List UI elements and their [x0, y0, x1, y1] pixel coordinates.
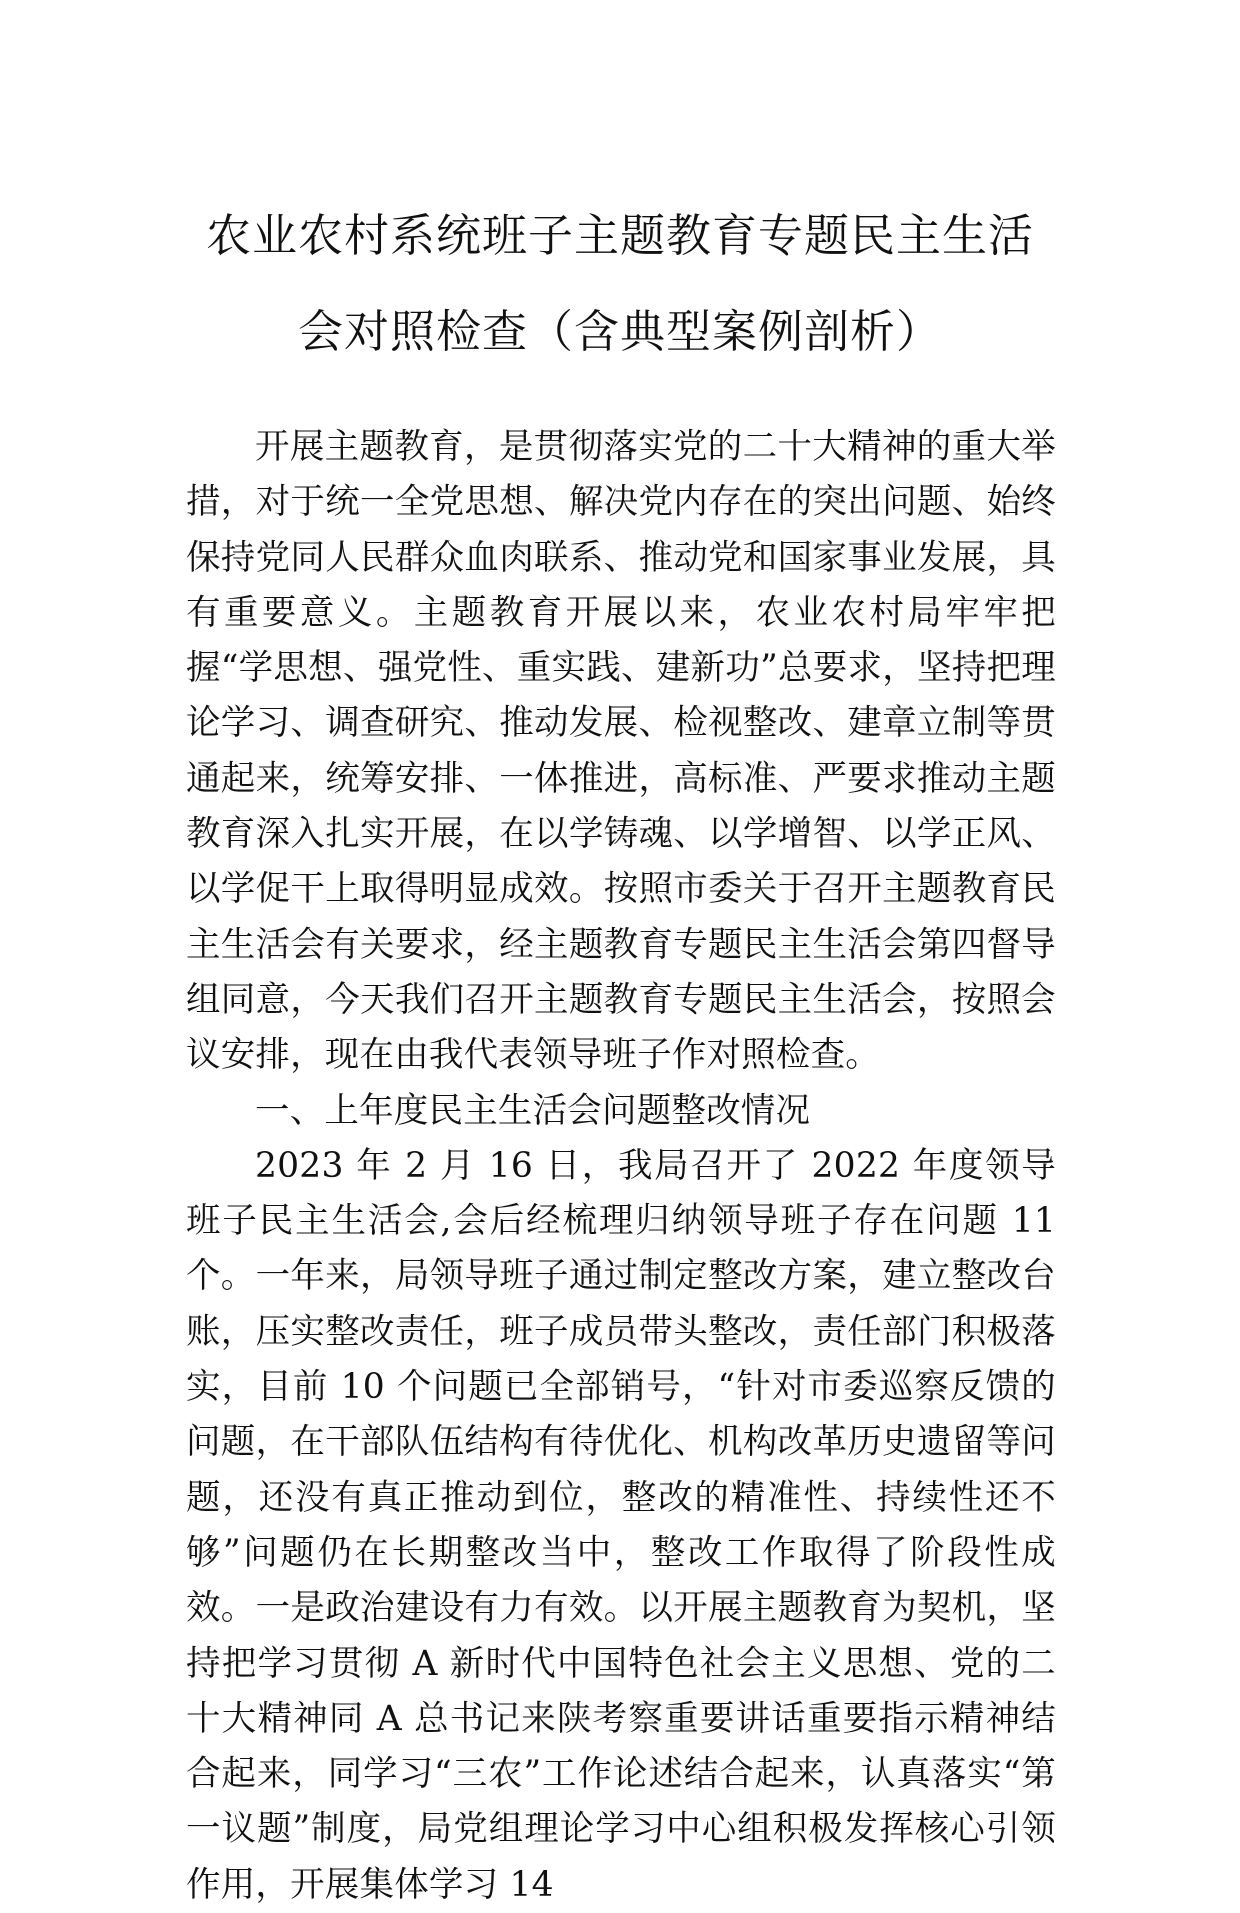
section-heading: 一、上年度民主生活会问题整改情况 [255, 1090, 811, 1131]
document-title [170, 188, 1070, 380]
rectification-paragraph: 2023 年 2 月 16 日，我局召开了 2022 年度领导班子民主生活会,会后经梳理归纳领导班子存在问题 11 个。一年来，局领导班子通过制定整改方案，建立整改台账，压实整改责任，班子成员带头整改，责任部门积极落实，目前 10 个问题已全部销号，“针对市委巡察反馈的问题，在干部队伍结构有待优化、机构改革历史遗留等问题，还没有真正推动到位，整改的精准性、持续性还不够”问题仍在长期整改当中，整改工作取得了阶段性成效。一是政治建设有力有效。以开展主题教育为契机，坚持把学习贯彻 A 新时代中国特色社会主义思想、党的二十大精神同 A 总书记来陕考察重要讲话重要指示精神结合起来，同学习“三农”工作论述结合起来，认真落实“第一议题”制度，局党组理论学习中心组积极发挥核心引领作用，开展集体学习 14 [186, 1145, 1056, 1905]
intro-paragraph: 开展主题教育，是贯彻落实党的二十大精神的重大举措，对于统一全党思想、解决党内存在的突出问题、始终保持党同人民群众血肉联系、推动党和国家事业发展，具有重要意义。主题教育开展以来，农业农村局牢牢把握“学思想、强党性、重实践、建新功”总要求，坚持把理论学习、调查研究、推动发展、检视整改、建章立制等贯通起来，统筹安排、一体推进，高标准、严要求推动主题教育深入扎实开展，在以学铸魂、以学增智、以学正风、以学促干上取得明显成效。按照市委关于召开主题教育民主生活会有关要求，经主题教育专题民主生活会第四督导组同意，今天我们召开主题教育专题民主生活会，按照会议安排，现在由我代表领导班子作对照检查。 [186, 427, 1056, 1076]
document-body [186, 420, 1056, 1913]
title-line-1: 农业农村系统班子主题教育专题民主生活 [205, 209, 1034, 262]
title-line-2: 会对照检查（含典型案例剖析） [297, 305, 942, 358]
